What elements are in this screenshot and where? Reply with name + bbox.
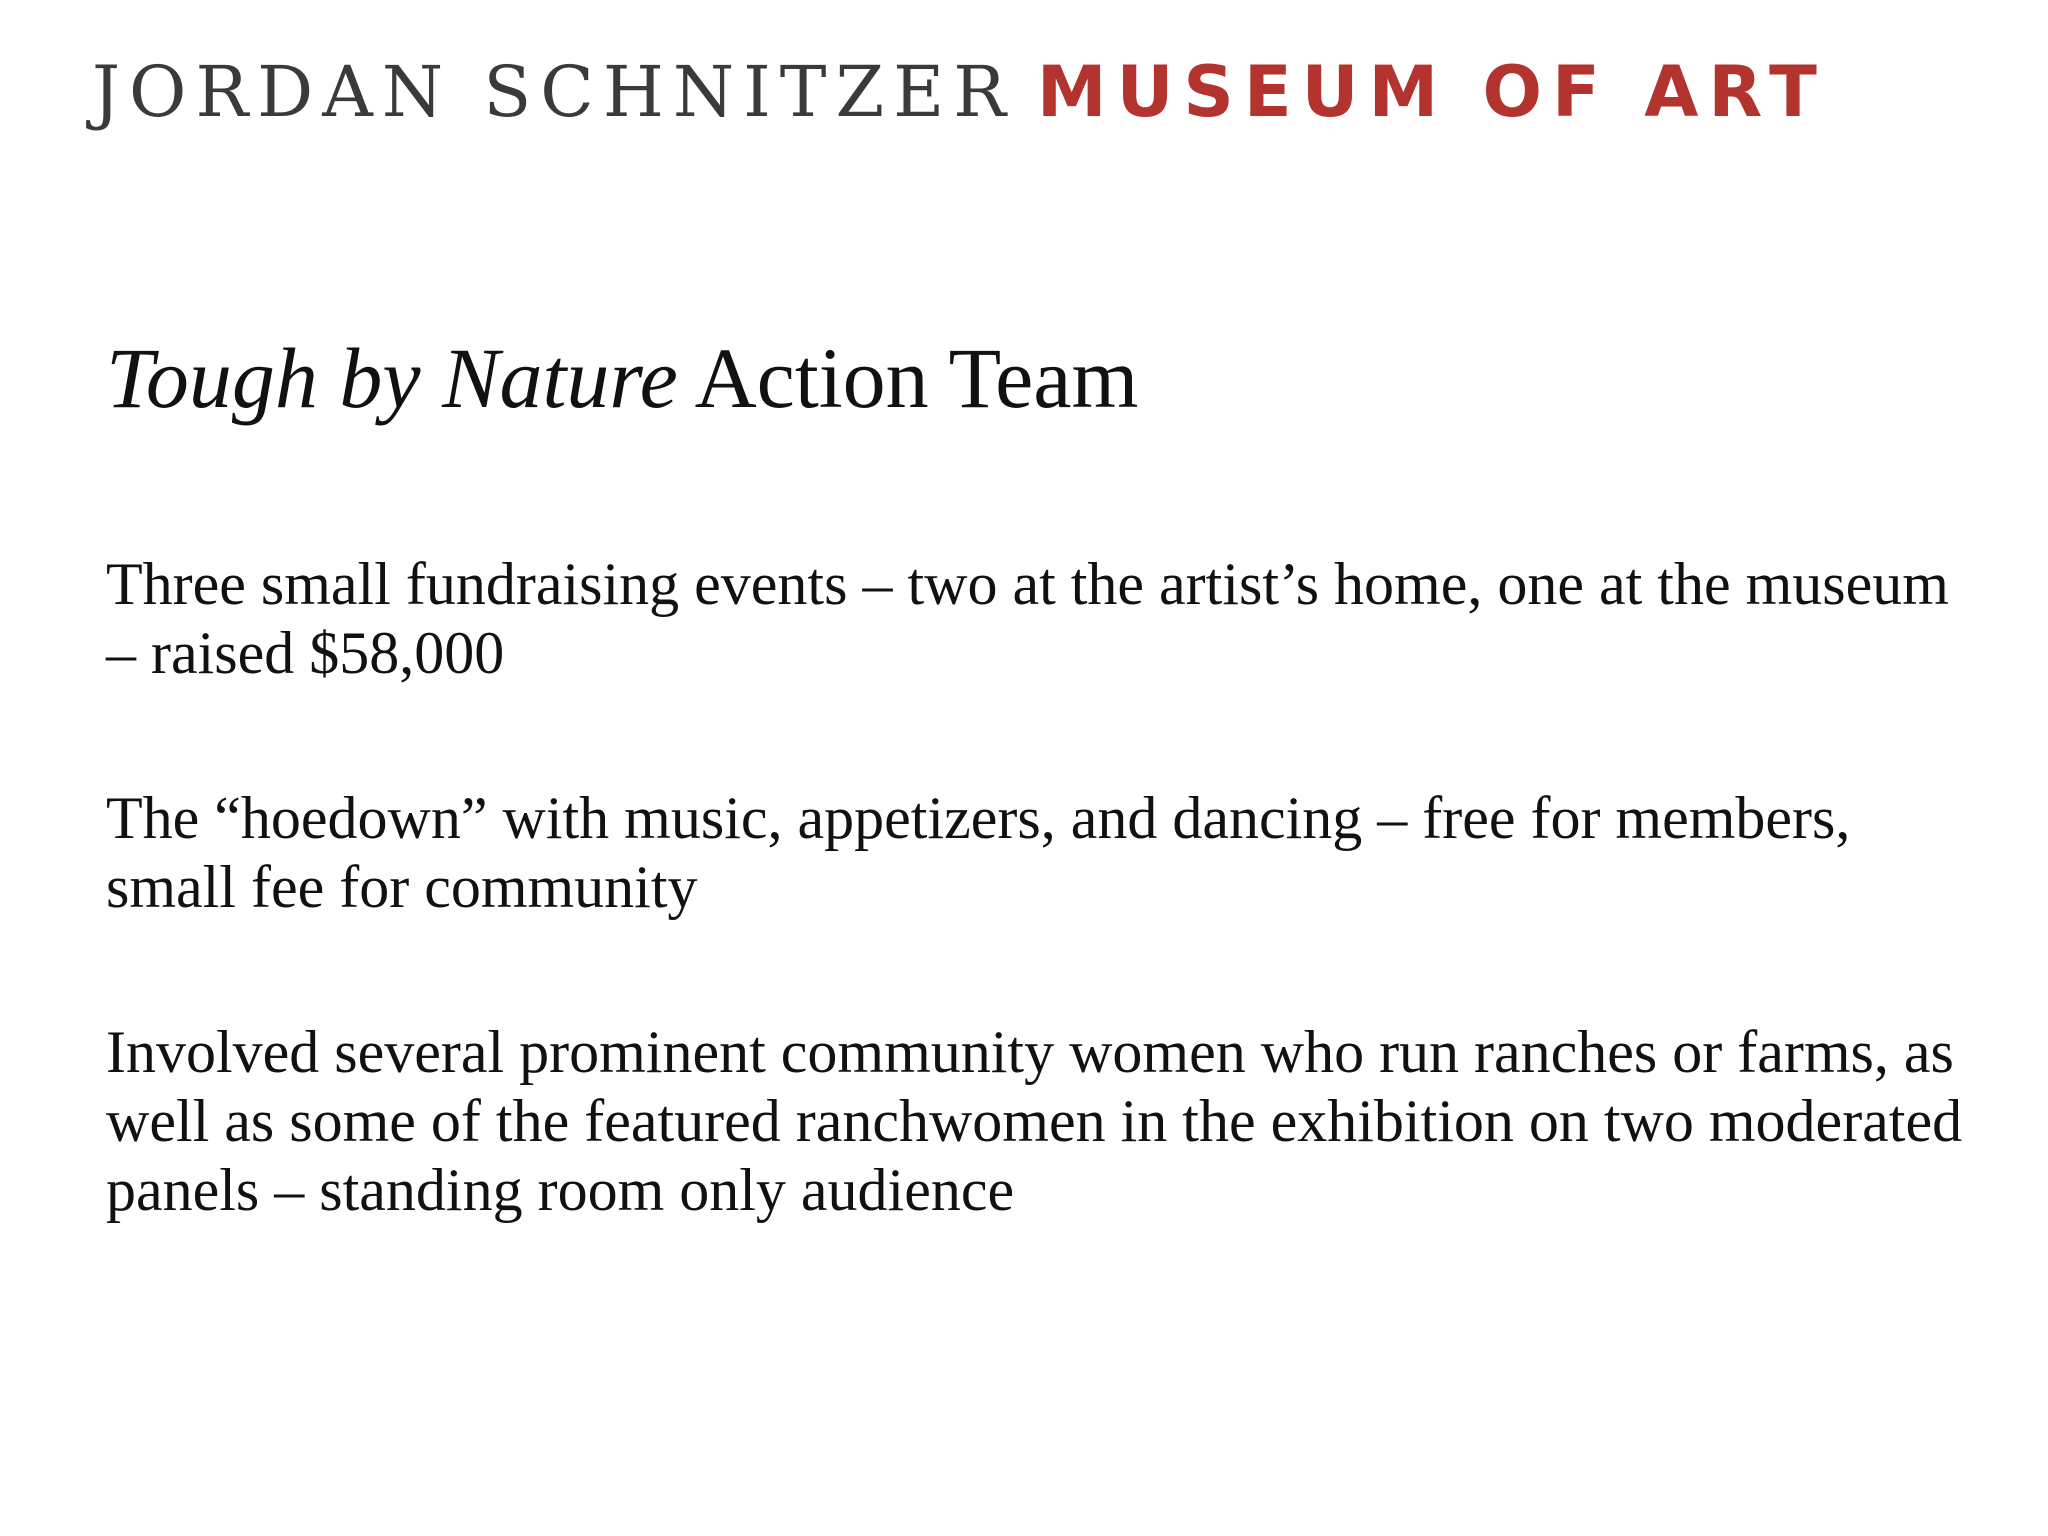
slide-title xyxy=(106,328,1906,428)
slide-title-rest: Action Team xyxy=(677,330,1139,426)
bullet-item: The “hoedown” with music, appetizers, and dancing – free for members, small fee for community xyxy=(106,785,1851,920)
bullet-list xyxy=(106,550,1966,1321)
bullet-item: Three small fundraising events – two at the artist’s home, one at the museum – raised $58,000 xyxy=(106,551,1949,686)
bullet-item: Involved several prominent community women who run ranches or farms, as well as some of the featured ranchwomen in the exhibition on two moderated panels – standing room only audience xyxy=(106,1019,1963,1223)
slide-title-italic: Tough by Nature xyxy=(106,330,678,426)
logo-museum-text: MUSEUM OF ART xyxy=(1036,51,1827,133)
logo-name-text: JORDAN SCHNITZER xyxy=(92,51,1015,133)
museum-logo xyxy=(92,44,2022,140)
